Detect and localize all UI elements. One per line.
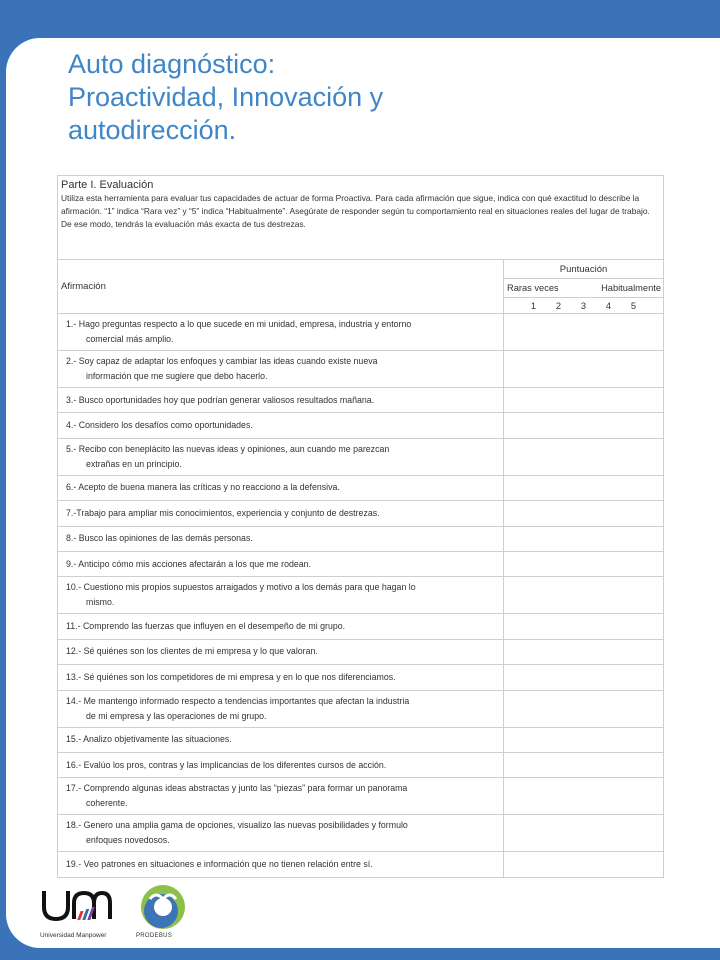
table-row (58, 314, 664, 351)
statement-cell (58, 314, 504, 351)
statement-line: 4.- Considero los desafíos como oportunidades. (66, 420, 253, 431)
statement-line: 13.- Sé quiénes son los competidores de mi empresa y en lo que nos diferenciamos. (66, 671, 396, 682)
column-header-puntuacion: Puntuación (504, 260, 664, 279)
statement-line: 16.- Evalúo los pros, contras y las implicancias de los diferentes cursos de acción. (66, 759, 387, 770)
statement-cell (58, 815, 504, 852)
score-cell[interactable] (504, 526, 664, 551)
survey-table (57, 175, 664, 878)
scale-number: 3 (580, 300, 587, 311)
score-cell[interactable] (504, 639, 664, 664)
statement-line: mismo. (86, 597, 115, 608)
statement-line: 12.- Sé quiénes son los clientes de mi empresa y lo que valoran. (66, 646, 318, 657)
statement-line: 17.- Comprendo algunas ideas abstractas y junto las “piezas” para formar un panorama (66, 783, 408, 794)
scale-number: 5 (630, 300, 637, 311)
statement-line: comercial más amplio. (86, 334, 174, 344)
table-row (58, 551, 664, 576)
statement-line: 8.- Busco las opiniones de las demás personas. (66, 533, 253, 544)
page-title (68, 48, 628, 147)
score-cell[interactable] (504, 314, 664, 351)
statement-line: información que me sugiere que debo hacerlo. (86, 371, 268, 381)
score-cell[interactable] (504, 690, 664, 727)
scale-labels (504, 279, 664, 298)
table-row (58, 526, 664, 551)
statement-line: 6.- Acepto de buena manera las críticas y no reacciono a la defensiva. (66, 482, 340, 493)
statement-line: 15.- Analizo objetivamente las situaciones. (66, 734, 232, 745)
table-row (58, 351, 664, 388)
table-row (58, 577, 664, 614)
statement-cell (58, 475, 504, 500)
scale-number: 4 (605, 300, 612, 311)
title-line-3: autodirección. (68, 115, 237, 145)
statement-line: 10.- Cuestiono mis propios supuestos arraigados y motivo a los demás para que hagan lo (66, 582, 416, 593)
title-line-2: Proactividad, Innovación y (68, 82, 384, 112)
statement-line: 3.- Busco oportunidades hoy que podrían generar valiosos resultados mañana. (66, 394, 375, 405)
statement-cell (58, 551, 504, 576)
statement-line: 19.- Veo patrones en situaciones e información que no tienen relación entre sí. (66, 858, 373, 869)
prodebus-logo (136, 885, 190, 933)
score-cell[interactable] (504, 815, 664, 852)
table-row (58, 475, 664, 500)
statement-cell (58, 351, 504, 388)
score-cell[interactable] (504, 413, 664, 438)
statement-line: 11.- Comprendo las fuerzas que influyen en el desempeño de mi grupo. (66, 621, 346, 632)
statement-line: coherente. (86, 798, 128, 809)
statement-cell (58, 413, 504, 438)
statement-cell (58, 639, 504, 664)
table-row (58, 501, 664, 526)
statement-line: 14.- Me mantengo informado respecto a tendencias importantes que afectan la industria (66, 695, 410, 706)
universidad-manpower-name: Universidad Manpower (40, 932, 107, 939)
statement-cell (58, 752, 504, 777)
statement-cell (58, 388, 504, 413)
statement-line: 18.- Genero una amplia gama de opciones, visualizo las nuevas posibilidades y formulo (66, 820, 408, 831)
statement-cell (58, 501, 504, 526)
statement-cell (58, 778, 504, 815)
statement-cell (58, 577, 504, 614)
score-cell[interactable] (504, 501, 664, 526)
score-cell[interactable] (504, 475, 664, 500)
score-cell[interactable] (504, 351, 664, 388)
table-row (58, 413, 664, 438)
table-row (58, 438, 664, 475)
part-title: Parte I. Evaluación (61, 179, 154, 191)
instructions-text: Utiliza esta herramienta para evaluar tus capacidades de actuar de forma Proactiva. Para cada afirmación que sigue, indica con qué exactitud lo describe la afirmación. “1” indica “Rara vez” y “5” indica “Habitualmente”. Asegúrate de responder según tu comportamiento real en situaciones reales del lugar de trabajo. De ese modo, tendrás la evaluación más exacta de tus destrezas. (61, 193, 650, 229)
statement-cell (58, 526, 504, 551)
score-cell[interactable] (504, 551, 664, 576)
table-row (58, 752, 664, 777)
statement-line: enfoques novedosos. (86, 835, 170, 846)
statement-cell (58, 438, 504, 475)
score-cell[interactable] (504, 852, 664, 877)
statement-line: de mi empresa y las operaciones de mi grupo. (86, 710, 267, 721)
score-cell[interactable] (504, 727, 664, 752)
statement-line: 9.- Anticipo cómo mis acciones afectarán a los que me rodean. (66, 558, 311, 569)
universidad-manpower-logo (40, 885, 120, 933)
scale-number: 2 (555, 300, 562, 311)
statement-cell (58, 614, 504, 639)
column-header-afirmacion: Afirmación (58, 260, 504, 314)
score-cell[interactable] (504, 438, 664, 475)
statement-line: 7.-Trabajo para ampliar mis conocimientos, experiencia y conjunto de destrezas. (66, 507, 380, 518)
statement-line: 5.- Recibo con beneplácito las nuevas ideas y opiniones, aun cuando me parezcan (66, 443, 390, 454)
intro-cell (58, 176, 664, 260)
statement-line: 2.- Soy capaz de adaptar los enfoques y cambiar las ideas cuando existe nueva (66, 356, 378, 366)
statement-line: 1.- Hago preguntas respecto a lo que sucede en mi unidad, empresa, industria y entorno (66, 319, 412, 329)
title-line-1: Auto diagnóstico: (68, 49, 276, 79)
prodebus-name: PRODEBUS (136, 933, 173, 939)
table-row (58, 614, 664, 639)
table-row (58, 665, 664, 690)
statement-cell (58, 727, 504, 752)
scale-numbers (504, 298, 664, 314)
table-row (58, 815, 664, 852)
statement-cell (58, 665, 504, 690)
table-row (58, 690, 664, 727)
scale-number: 1 (530, 300, 537, 311)
score-cell[interactable] (504, 778, 664, 815)
table-row (58, 852, 664, 877)
table-row (58, 727, 664, 752)
scale-high-label: Habitualmente (601, 283, 662, 293)
score-cell[interactable] (504, 614, 664, 639)
score-cell[interactable] (504, 388, 664, 413)
table-row (58, 778, 664, 815)
table-row (58, 388, 664, 413)
score-cell[interactable] (504, 752, 664, 777)
statement-cell (58, 690, 504, 727)
statement-cell (58, 852, 504, 877)
scale-low-label: Raras veces (507, 283, 559, 293)
score-cell[interactable] (504, 665, 664, 690)
score-cell[interactable] (504, 577, 664, 614)
statement-line: extrañas en un principio. (86, 458, 182, 469)
table-row (58, 639, 664, 664)
